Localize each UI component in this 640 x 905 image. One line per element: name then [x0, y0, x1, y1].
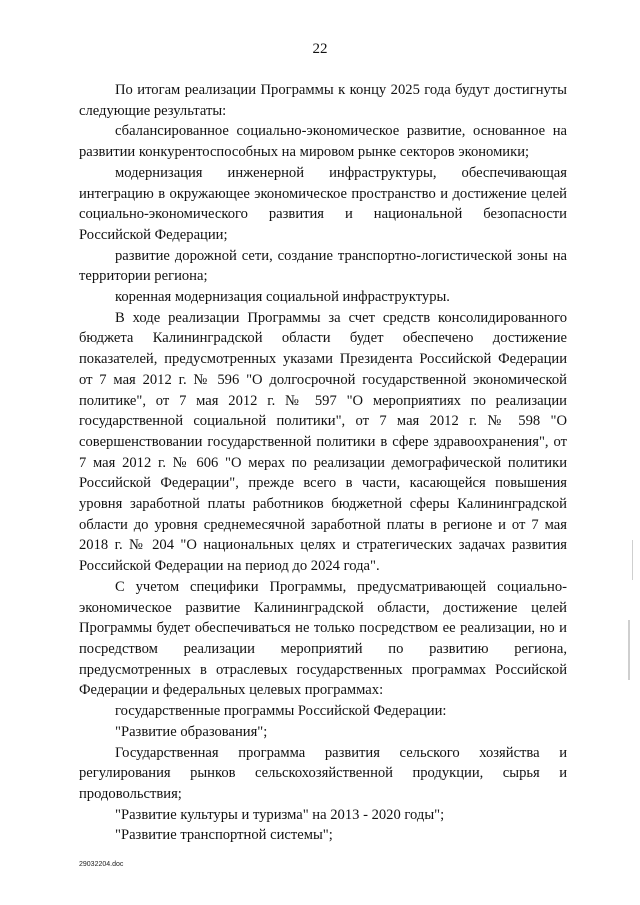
paragraph-agriculture-program: Государственная программа развития сельского хозяйства и регулирования рынков сельскохозяйственной продукции, сырья и продовольствия;: [79, 744, 567, 802]
paragraph-education-program: "Развитие образования";: [115, 723, 268, 740]
paragraph-social-infrastructure: коренная модернизация социальной инфраструктуры.: [115, 289, 450, 306]
scan-artifact: [632, 540, 633, 580]
paragraph-program-specifics: С учетом специфики Программы, предусматривающей социально-экономическое развитие Калининградской области, достижение целей Программы будет обеспечиваться не только посредством ее реализации, но и посредством реализации мероприятий по развитию региона, предусмотренных в отраслевых государственных программах Российской Федерации и федеральных целевых программах:: [79, 578, 567, 699]
footer-document-code: 29032204.doc: [79, 861, 124, 868]
paragraph-transport-program: "Развитие транспортной системы";: [115, 827, 333, 844]
paragraph-state-programs-heading: государственные программы Российской Федерации:: [115, 703, 447, 720]
paragraph-culture-tourism-program: "Развитие культуры и туризма" на 2013 - 2020 годы";: [115, 806, 445, 823]
document-body: [79, 80, 567, 846]
paragraph-engineering-modernization: модернизация инженерной инфраструктуры, обеспечивающая интеграцию в окружающее экономическое пространство и достижение целей социально-экономического развития и национальной безопасности Российской Федерации;: [79, 164, 567, 243]
paragraph-results-intro: По итогам реализации Программы к концу 2025 года будут достигнуты следующие результаты:: [79, 82, 567, 119]
paragraph-presidential-decrees: В ходе реализации Программы за счет средств консолидированного бюджета Калининградской области будет обеспечено достижение показателей, предусмотренных указами Президента Российской Федерации от 7 мая 2012 г. № 596 "О долгосрочной государственной экономической политике", от 7 мая 2012 г. № 597 "О мероприятиях по реализации государственной социальной политики", от 7 мая 2012 г. № 598 "О совершенствовании государственной политики в сфере здравоохранения", от 7 мая 2012 г. № 606 "О мерах по реализации демографической политики Российской Федерации", прежде всего в части, касающейся повышения уровня заработной платы работников бюджетной сферы Калининградской области до уровня среднемесячной заработной платы в регионе и от 7 мая 2018 г. № 204 "О национальных целях и стратегических задачах развития Российской Федерации на период до 2024 года".: [79, 309, 567, 575]
paragraph-balanced-development: сбалансированное социально-экономическое развитие, основанное на развитии конкурентоспособных на мировом рынке секторов экономики;: [79, 123, 567, 161]
scan-artifact: [628, 620, 630, 680]
paragraph-road-network: развитие дорожной сети, создание транспортно-логистической зоны на территории региона;: [79, 247, 567, 285]
page-number: 22: [312, 41, 328, 57]
